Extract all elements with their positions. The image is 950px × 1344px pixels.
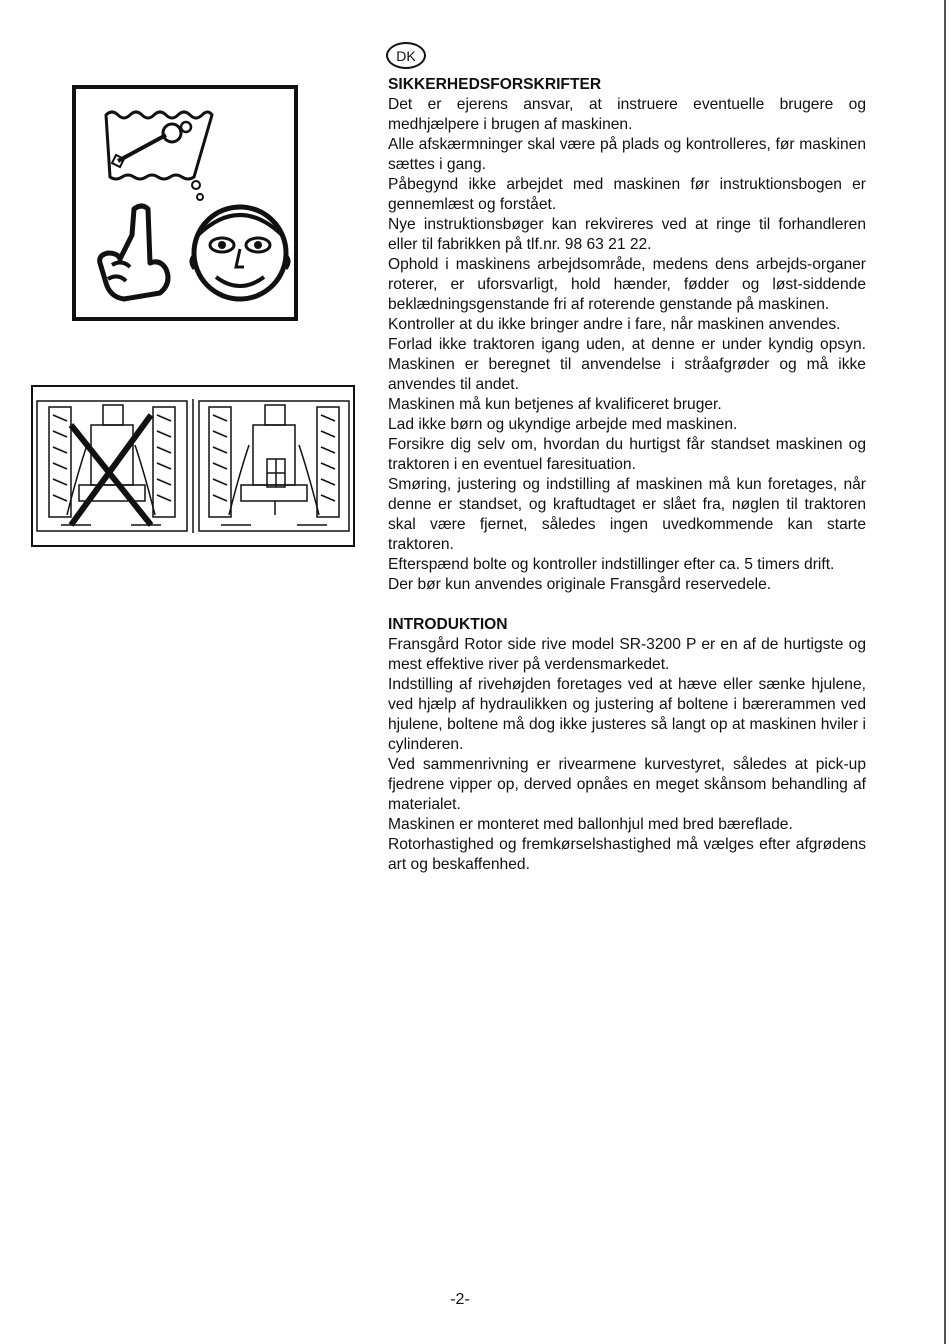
safety-paragraph: Nye instruktionsbøger kan rekvireres ved at ringe til forhandleren eller til fabrikken på tlf.nr. 98 63 21 22. xyxy=(388,216,866,253)
safety-paragraph: Alle afskærmninger skal være på plads og kontrolleres, før maskinen sættes i gang. xyxy=(388,136,866,173)
safety-paragraph: Ophold i maskinens arbejdsområde, medens dens arbejds-organer roterer, er uforsvarligt, hold hænder, fødder og løst-siddende beklædningsgenstande fri af roterende genstande på maskinen. xyxy=(388,256,866,313)
introduction-paragraph: Maskinen er monteret med ballonhjul med bred bæreflade. xyxy=(388,816,793,833)
tractor-rear-view-pictogram xyxy=(31,385,355,547)
introduction-paragraph: Ved sammenrivning er rivearmene kurvestyret, således at pick-up fjedrene vipper op, derved opnåes en meget skånsom behandling af materialet. xyxy=(388,756,866,813)
safety-paragraph: Det er ejerens ansvar, at instruere eventuelle brugere og medhjælpere i brugen af maskinen. xyxy=(388,96,866,133)
language-badge: DK xyxy=(386,42,426,69)
safety-paragraph: Efterspænd bolte og kontroller indstillinger efter ca. 5 timers drift. xyxy=(388,556,835,573)
safety-paragraph: Forlad ikke traktoren igang uden, at denne er under kyndig opsyn. Maskinen er beregnet til anvendelse i stråafgrøder og må ikke anvendes til andet. xyxy=(388,336,866,393)
read-manual-pictogram xyxy=(72,85,298,321)
introduction-paragraph: Fransgård Rotor side rive model SR-3200 P er en af de hurtigste og mest effektive river på verdensmarkedet. xyxy=(388,636,866,673)
safety-paragraph: Forsikre dig selv om, hvordan du hurtigst får standset maskinen og traktoren i en eventuel faresituation. xyxy=(388,436,866,473)
safety-paragraph: Smøring, justering og indstilling af maskinen må kun foretages, når denne er standset, og kraftudtaget er slået fra, nøglen til traktoren skal være fjernet, således ingen uvedkommende kan starte traktoren. xyxy=(388,476,866,553)
introduction-paragraph: Rotorhastighed og fremkørselshastighed må vælges efter afgrødens art og beskaffenhed. xyxy=(388,836,866,873)
introduction-paragraph: Indstilling af rivehøjden foretages ved at hæve eller sænke hjulene, ved hjælp af hydraulikken og justering af boltene i bærerammen ved hjulene, boltene må dog ikke justeres så langt op at maskinen hviler i cylinderen. xyxy=(388,676,866,753)
scan-edge-line xyxy=(944,0,946,1344)
safety-paragraph: Lad ikke børn og ukyndige arbejde med maskinen. xyxy=(388,416,738,433)
introduction-heading: INTRODUKTION xyxy=(388,616,508,633)
safety-paragraph: Kontroller at du ikke bringer andre i fare, når maskinen anvendes. xyxy=(388,316,841,333)
safety-heading: SIKKERHEDSFORSKRIFTER xyxy=(388,76,602,93)
safety-paragraph: Der bør kun anvendes originale Fransgård reservedele. xyxy=(388,576,772,593)
safety-paragraph: Påbegynd ikke arbejdet med maskinen før instruktionsbogen er gennemlæst og forstået. xyxy=(388,176,866,213)
page-number: -2- xyxy=(450,1291,470,1308)
safety-paragraph: Maskinen må kun betjenes af kvalificeret bruger. xyxy=(388,396,722,413)
text-column xyxy=(388,75,866,875)
